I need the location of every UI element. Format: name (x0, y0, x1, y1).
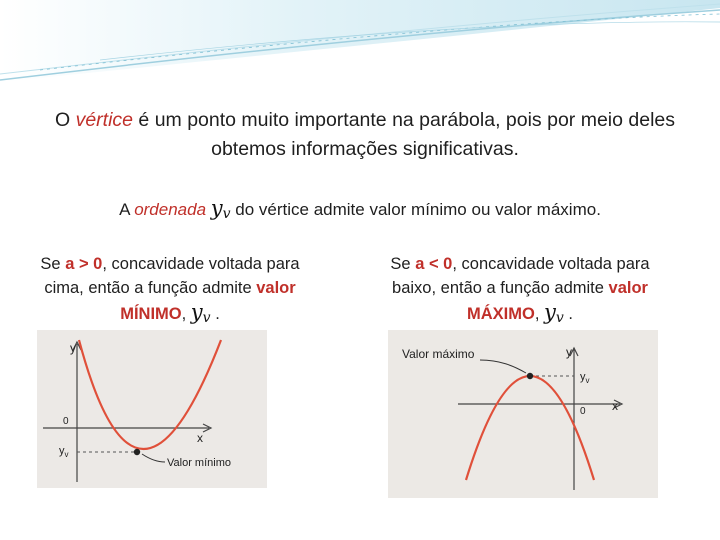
minimum-case-text: Se a > 0, concavidade voltada para cima, então a função admite valor MÍNIMO, $y_v$ . (40, 255, 300, 326)
parabola-curve (466, 376, 594, 480)
yv-symbol: $y_v$ (210, 196, 231, 222)
valor-maximo-term: valor MÁXIMO (467, 279, 648, 323)
yv-label: $y_v$ (59, 445, 69, 459)
y-axis-label: y (566, 345, 572, 359)
vertex-point (134, 449, 140, 455)
pointer-line (142, 454, 165, 462)
valor-minimo-term: valor MÍNIMO (120, 279, 296, 323)
yv-symbol: $y_v$ (190, 300, 211, 326)
yv-symbol: $y_v$ (544, 300, 564, 326)
pointer-line (480, 360, 526, 373)
x-axis-label: x (197, 431, 203, 445)
valor-minimo-label: Valor mínimo (167, 457, 231, 469)
x-axis-label: x (612, 399, 618, 413)
ordenada-term: ordenada (134, 200, 207, 219)
maximum-case-text: Se a < 0, concavidade voltada para baixo, então a função admite valor MÁXIMO, $y_v$ . (390, 255, 650, 326)
vertice-term: vértice (75, 109, 134, 131)
vertex-point (527, 373, 533, 379)
decorative-banner (0, 0, 720, 90)
condition-negative: a < 0 (415, 255, 453, 273)
origin-label: 0 (63, 416, 69, 427)
origin-label: 0 (580, 406, 586, 417)
minimum-parabola-graph (37, 330, 267, 488)
yv-label: $y_v$ (580, 371, 590, 385)
ordenada-sentence: A ordenada $y_v$ do vértice admite valor mínimo ou valor máximo. (119, 196, 601, 222)
intro-paragraph: O vértice é um ponto muito importante na parábola, pois por meio deles obtemos informações significativas. (54, 109, 675, 160)
maximum-parabola-graph (388, 330, 658, 498)
y-axis-label: y (70, 341, 76, 355)
valor-maximo-label: Valor máximo (402, 347, 475, 361)
condition-positive: a > 0 (65, 255, 103, 273)
